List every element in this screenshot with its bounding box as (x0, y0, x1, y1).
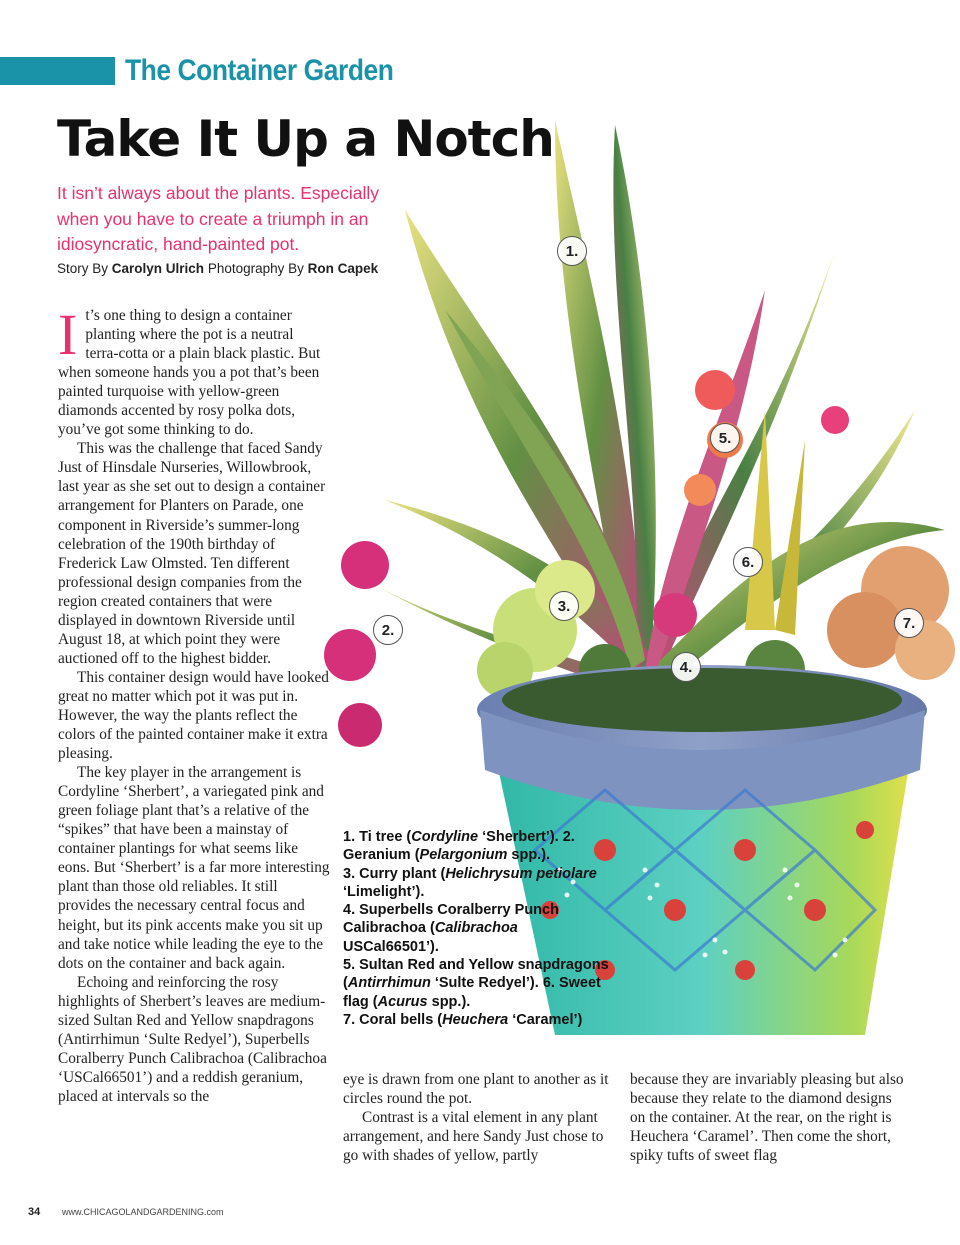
photo-caption (343, 828, 613, 1029)
author-name: Carolyn Ulrich (111, 261, 205, 276)
drop-cap: I (58, 302, 78, 367)
photo-marker-1: 1. (557, 236, 587, 266)
article-paragraph: This container design would have looked great no matter which pot it was put in. However, the way the plants reflect the colors of the painted container make it extra pleasing. (58, 668, 329, 763)
caption-item: 2. Geranium (Pelargonium spp.). (343, 829, 575, 864)
page-title: Take It Up a Notch (57, 110, 554, 168)
caption-item: 1. Ti tree (Cordyline ‘Sherbert’). (343, 829, 559, 845)
photo-marker-2: 2. (373, 615, 403, 645)
photographer-name: Ron Capek (307, 261, 379, 276)
article-column-3 (630, 1070, 910, 1165)
article-paragraph: eye is drawn from one plant to another as it circles round the pot. (343, 1071, 609, 1108)
article-paragraph: The key player in the arrangement is Cordyline ‘Sherbert’, a variegated pink and green foliage plant that’s a relative of the “spikes” that have been a mainstay of container plantings for what seems like eons. But ‘Sherbert’ is a far more interesting plant than those old reliables. It still provides the necessary central focus and height, but its pink accents make you sit up and take notice while leading the eye to the dots on the container and back again. (58, 764, 330, 972)
article-paragraph: because they are invariably pleasing but also because they relate to the diamond designs on the container. At the rear, on the right is Heuchera ‘Caramel’. Then come the short, spiky tufts of sweet flag (630, 1071, 904, 1165)
article-paragraph: Echoing and reinforcing the rosy highlights of Sherbert’s leaves are medium-sized Sultan Red and Yellow snapdragons (Antirrhimun ‘Sulte Redyel’), Superbells Coralberry Punch Calibrachoa (Calibrachoa ‘USCal66501’) and a reddish geranium, placed at intervals so the (58, 973, 327, 1105)
caption-item: 3. Curry plant (Helichrysum petiolare ‘Limelight’). (343, 865, 597, 900)
section-color-bar (0, 57, 115, 85)
article-column-2 (343, 1070, 618, 1165)
photo-marker-3: 3. (549, 591, 579, 621)
caption-item: 4. Superbells Coralberry Punch Calibrachoa (Calibrachoa USCal66501’). (343, 902, 559, 955)
story-label: Story By (57, 261, 109, 276)
photo-marker-6: 6. (733, 547, 763, 577)
article-paragraph: t’s one thing to design a container planting where the pot is a neutral terra-cotta or a plain black plastic. But when someone hands you a pot that’s been painted turquoise with yellow-green diamonds accented by rosy polka dots, you’ve got some thinking to do. (58, 307, 321, 439)
photo-marker-7: 7. (894, 608, 924, 638)
section-title: The Container Garden (125, 54, 394, 87)
caption-item: 7. Coral bells (Heuchera ‘Caramel’) (343, 1011, 583, 1028)
deck-subtitle: It isn’t always about the plants. Especially when you have to create a triumph in an idiosyncratic, hand-painted pot. (57, 183, 379, 254)
footer-url: www.CHICAGOLANDGARDENING.com (62, 1207, 224, 1217)
article-column-1 (58, 302, 330, 1106)
article-paragraph: Contrast is a vital element in any plant arrangement, and here Sandy Just chose to go with shades of yellow, partly (343, 1109, 604, 1165)
photo-marker-5: 5. (710, 423, 740, 453)
article-paragraph: This was the challenge that faced Sandy Just of Hinsdale Nurseries, Willowbrook, last year as she set out to design a container arrangement for Planters on Parade, one component in Riverside’s summer-long celebration of the 190th birthday of Frederick Law Olmsted. Ten different professional design companies from the region created containers that were displayed in downtown Riverside until August 18, at which point they were auctioned off to the highest bidder. (58, 440, 326, 667)
caption-item: 5. Sultan Red and Yellow snapdragons (Antirrhimun ‘Sulte Redyel’). (343, 957, 609, 992)
page-number: 34 (28, 1206, 41, 1218)
caption-item: 6. Sweet flag (Acurus spp.). (343, 975, 601, 1010)
photo-marker-4: 4. (671, 652, 701, 682)
photo-label: Photography By (207, 261, 304, 276)
